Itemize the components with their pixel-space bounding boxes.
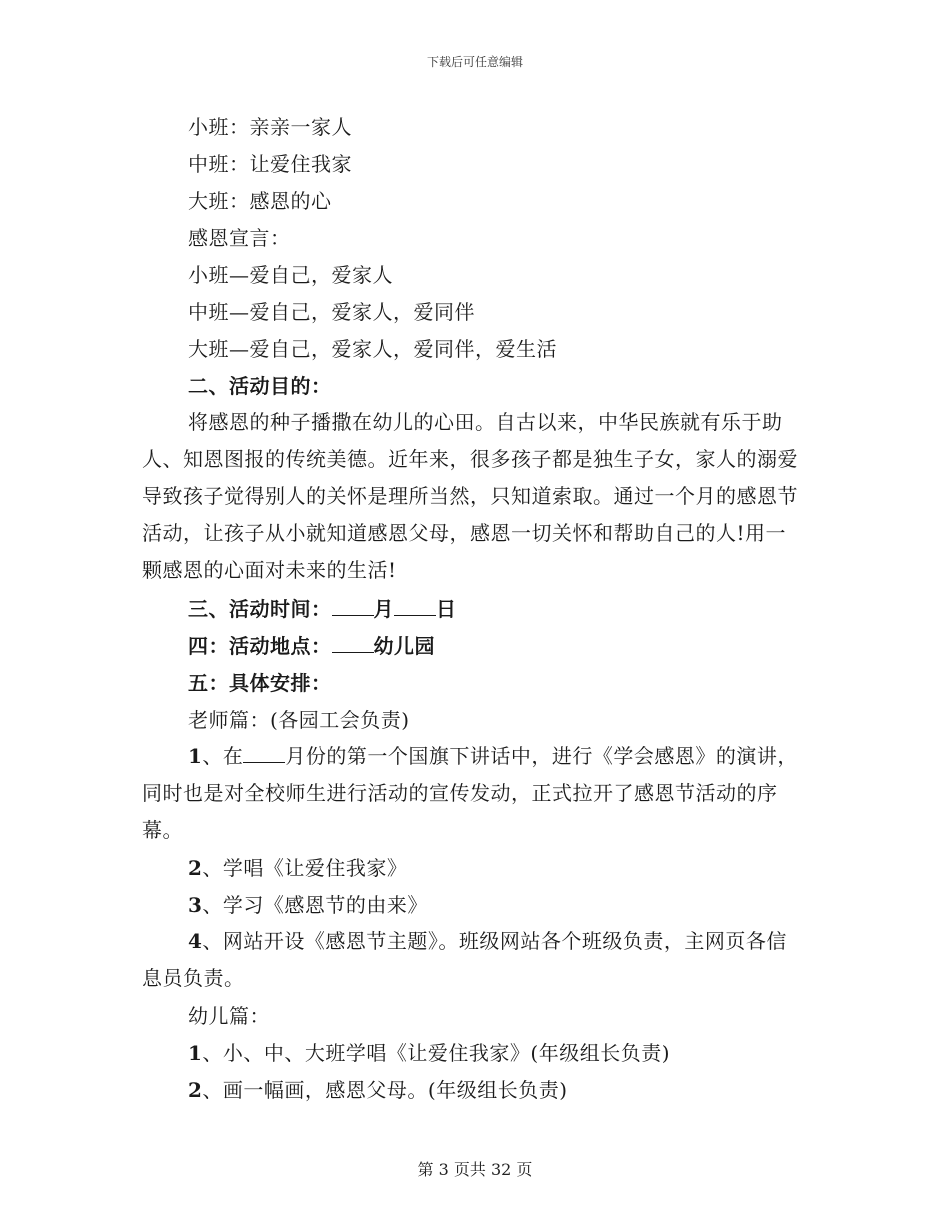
middle-class-declaration: 中班—爱自己，爱家人，爱同伴 <box>188 300 475 324</box>
item-1-text: 月份的第一个国旗下讲话中，进行《学会感恩》的演讲，同时也是对全校师生进行活动的宣传发动，正式拉开了感恩节活动的序幕。 <box>142 744 798 842</box>
big-class-declaration: 大班—爱自己，爱家人，爱同伴，爱生活 <box>188 337 557 361</box>
child-item-1 <box>188 1040 670 1066</box>
teacher-section-label: 老师篇：(各园工会负责) <box>188 708 410 732</box>
section-heading-arrangement: 五：具体安排： <box>188 671 332 695</box>
blank-place <box>332 634 374 653</box>
small-class-declaration: 小班—爱自己，爱家人 <box>188 263 393 287</box>
item-number: 1 <box>188 744 203 768</box>
blank-month-2 <box>243 744 285 763</box>
item-1-prefix: 、在 <box>202 744 244 768</box>
declaration-label: 感恩宣言： <box>188 226 291 250</box>
item-number: 3 <box>188 893 203 917</box>
big-class-theme: 大班：感恩的心 <box>188 189 332 213</box>
child-item-1-text: 、小、中、大班学唱《让爱住我家》(年级组长负责) <box>202 1041 671 1065</box>
month-label: 月 <box>373 597 394 621</box>
item-3-text: 、学习《感恩节的由来》 <box>202 893 428 917</box>
blank-month <box>332 597 374 616</box>
item-number: 4 <box>188 929 203 953</box>
teacher-item-4 <box>142 923 802 997</box>
teacher-item-3 <box>188 892 428 918</box>
day-label: 日 <box>436 597 457 621</box>
time-label: 三、活动时间： <box>188 597 332 621</box>
teacher-item-2 <box>188 855 407 881</box>
item-number: 1 <box>188 1041 203 1065</box>
place-value: 幼儿园 <box>373 634 435 658</box>
section-heading-place <box>188 633 435 659</box>
page-header: 下载后可任意编辑 <box>426 55 523 69</box>
child-item-2-text: 、画一幅画，感恩父母。(年级组长负责) <box>202 1078 568 1102</box>
item-4-text: 、网站开设《感恩节主题》。班级网站各个班级负责，主网页各信息员负责。 <box>142 929 787 990</box>
teacher-item-1 <box>142 738 802 849</box>
small-class-theme: 小班：亲亲一家人 <box>188 115 352 139</box>
section-heading-goal: 二、活动目的： <box>188 374 332 398</box>
middle-class-theme: 中班：让爱住我家 <box>188 152 352 176</box>
section-heading-time <box>188 596 457 622</box>
place-label: 四：活动地点： <box>188 634 332 658</box>
child-section-label: 幼儿篇： <box>188 1004 270 1028</box>
blank-day <box>394 597 436 616</box>
item-2-text: 、学唱《让爱住我家》 <box>202 856 408 880</box>
child-item-2 <box>188 1077 568 1103</box>
page-footer: 第 3 页共 32 页 <box>417 1160 533 1179</box>
goal-paragraph: 将感恩的种子播撒在幼儿的心田。自古以来，中华民族就有乐于助人、知恩图报的传统美德。近年来，很多孩子都是独生子女，家人的溺爱导致孩子觉得别人的关怀是理所当然，只知道索取。通过一个月的感恩节活动，让孩子从小就知道感恩父母，感恩一切关怀和帮助自己的人!用一颗感恩的心面对未来的生活! <box>142 410 798 582</box>
item-number: 2 <box>188 1078 203 1102</box>
item-number: 2 <box>188 856 203 880</box>
